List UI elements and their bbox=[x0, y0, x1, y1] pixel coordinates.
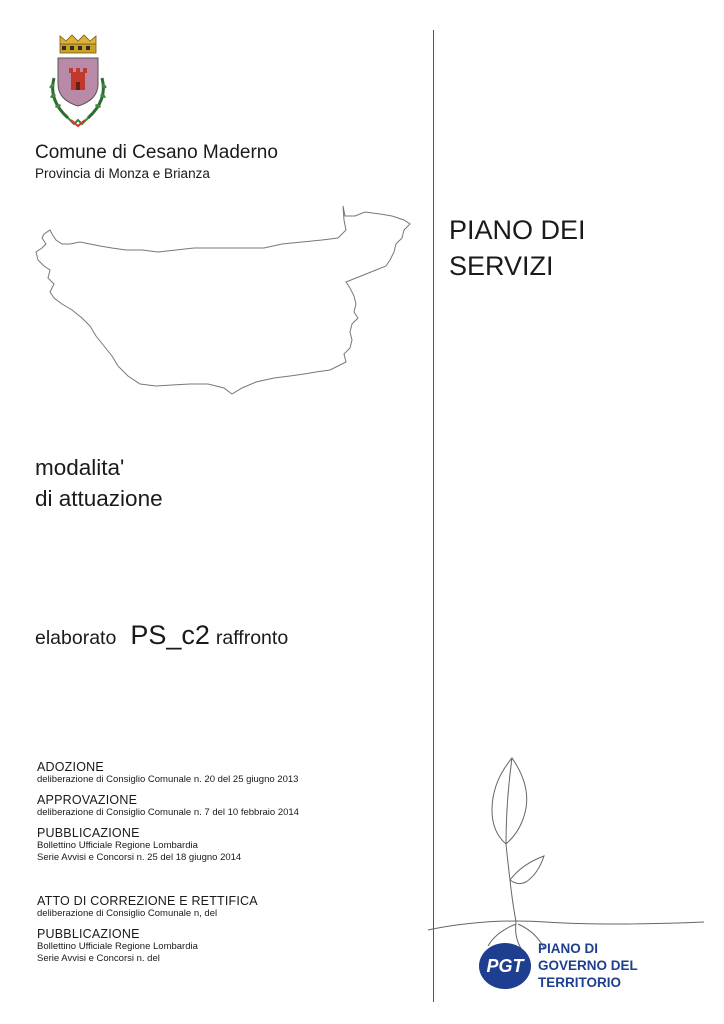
record-detail: Bollettino Ufficiale Regione Lombardia bbox=[37, 941, 198, 952]
title-line-2: SERVIZI bbox=[449, 251, 554, 281]
pgt-logo-text bbox=[538, 940, 638, 991]
record-heading: ATTO DI CORREZIONE E RETTIFICA bbox=[37, 894, 258, 908]
document-title bbox=[449, 212, 586, 284]
record-approval bbox=[37, 793, 417, 819]
record-detail: deliberazione di Consiglio Comunale n. 7 del 10 febbraio 2014 bbox=[37, 807, 299, 818]
elaborato-label: elaborato bbox=[35, 627, 117, 649]
record-detail: deliberazione di Consiglio Comunale n. 20 del 25 giugno 2013 bbox=[37, 774, 299, 785]
title-line-1: PIANO DEI bbox=[449, 215, 586, 245]
logo-line-3: TERRITORIO bbox=[538, 975, 622, 990]
pgt-logo-badge: PGT bbox=[479, 943, 531, 989]
spacer bbox=[37, 871, 417, 894]
record-detail: Serie Avvisi e Concorsi n. 25 del 18 giugno 2014 bbox=[37, 852, 242, 863]
elaborato-line bbox=[35, 620, 288, 651]
elaborato-suffix: raffronto bbox=[215, 627, 289, 649]
province-name: Provincia di Monza e Brianza bbox=[35, 166, 210, 181]
record-detail: Serie Avvisi e Concorsi n. del bbox=[37, 953, 160, 964]
record-adoption bbox=[37, 760, 417, 786]
record-publication-2 bbox=[37, 927, 417, 965]
subject-line-1: modalita' bbox=[35, 455, 125, 480]
document-subject bbox=[35, 452, 163, 514]
record-heading: PUBBLICAZIONE bbox=[37, 927, 140, 941]
territory-outline-map bbox=[32, 200, 412, 400]
logo-line-2: GOVERNO DEL bbox=[538, 958, 638, 973]
municipal-crest-icon bbox=[44, 34, 112, 130]
record-heading: APPROVAZIONE bbox=[37, 793, 138, 807]
record-detail: deliberazione di Consiglio Comunale n, del bbox=[37, 908, 218, 919]
record-heading: ADOZIONE bbox=[37, 760, 104, 774]
record-correction bbox=[37, 894, 417, 920]
record-heading: PUBBLICAZIONE bbox=[37, 826, 140, 840]
municipality-name: Comune di Cesano Maderno bbox=[35, 142, 278, 163]
record-detail: Bollettino Ufficiale Regione Lombardia bbox=[37, 840, 198, 851]
elaborato-code: PS_c2 bbox=[130, 620, 210, 650]
approval-records bbox=[37, 760, 417, 972]
subject-line-2: di attuazione bbox=[35, 486, 163, 511]
record-publication bbox=[37, 826, 417, 864]
logo-line-1: PIANO DI bbox=[538, 941, 599, 956]
